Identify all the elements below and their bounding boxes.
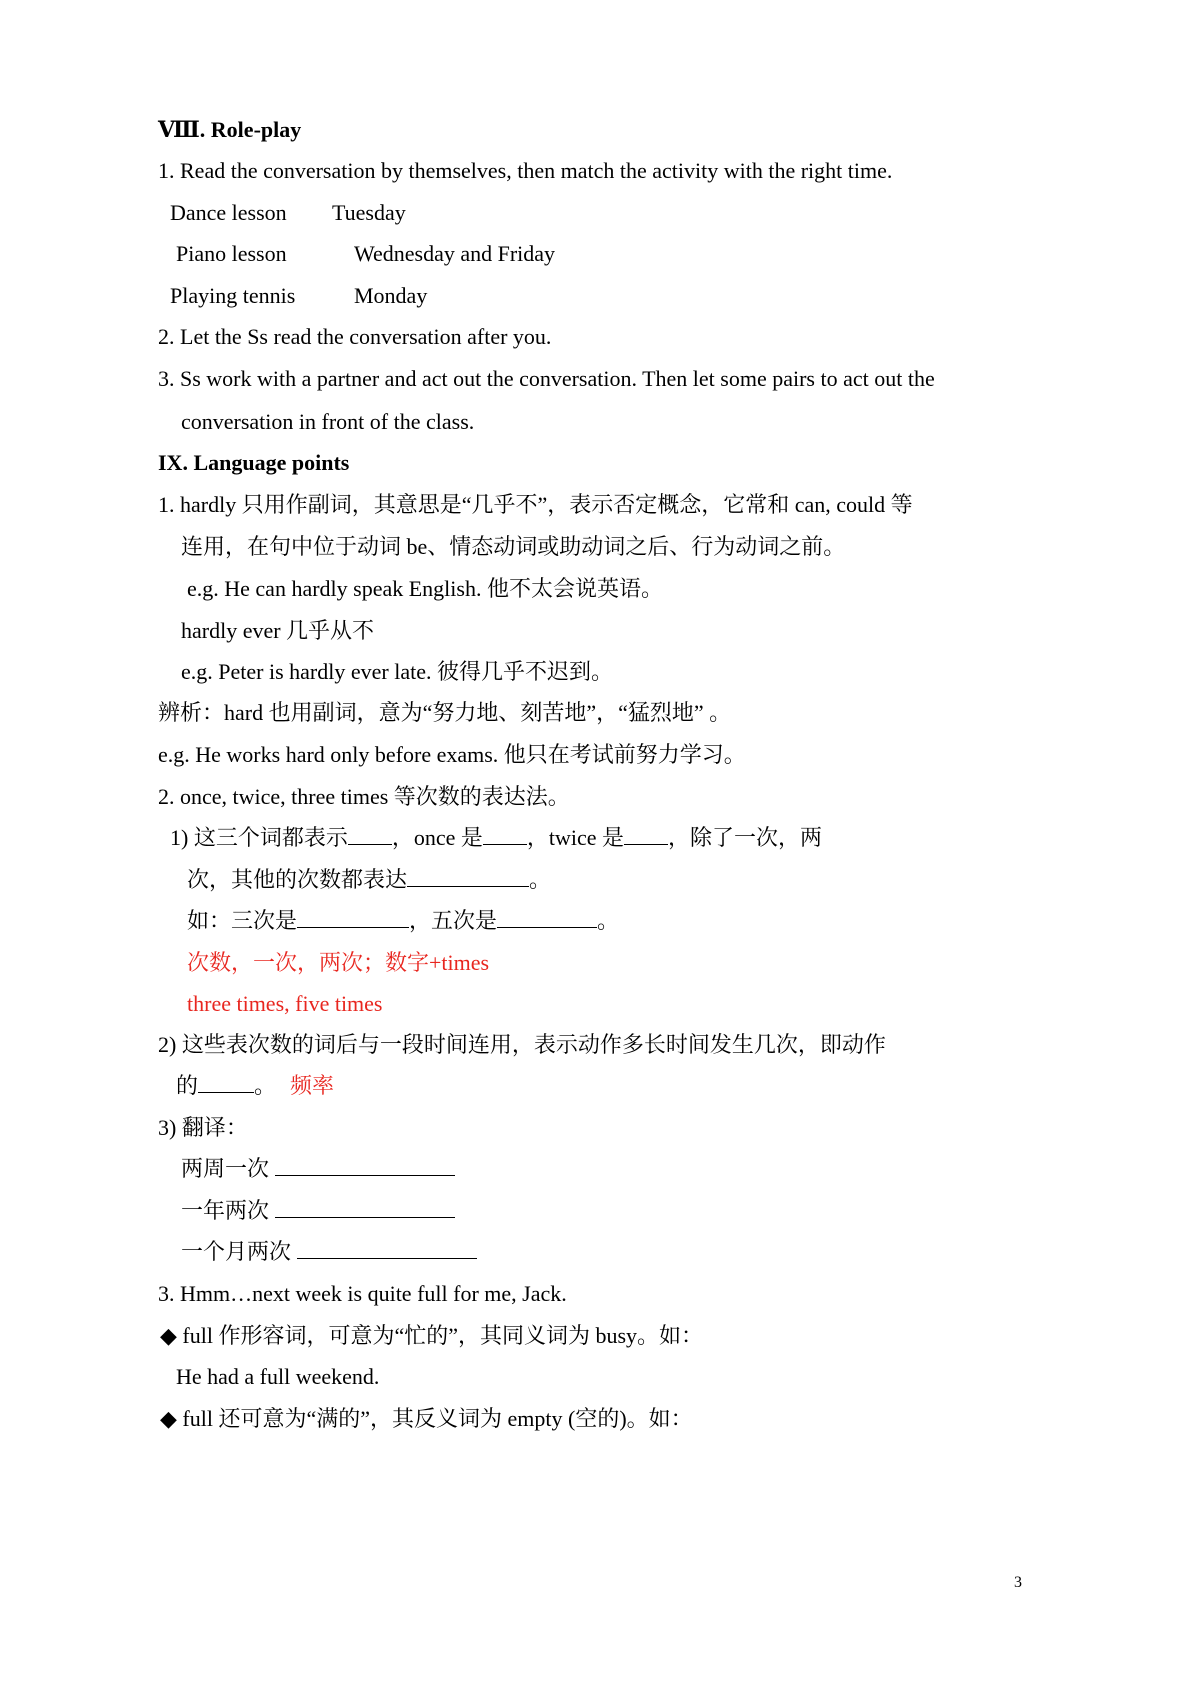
text-fragment: 两周一次 xyxy=(181,1156,270,1181)
point-1-phrase: hardly ever 几乎从不 xyxy=(181,618,375,643)
text-fragment: 。 xyxy=(529,867,552,892)
text-fragment: 的 xyxy=(176,1073,199,1098)
fill-blank[interactable] xyxy=(624,824,668,845)
point-3-title: 3. Hmm…next week is quite full for me, Jack. xyxy=(158,1281,567,1306)
point-2-sub-1-line-3 xyxy=(187,907,619,935)
fill-blank[interactable] xyxy=(275,1197,455,1218)
translation-item-1 xyxy=(181,1155,455,1183)
fill-blank[interactable] xyxy=(497,907,597,928)
point-2-sub-3-title: 3) 翻译： xyxy=(158,1115,248,1140)
point-1-example-3: e.g. He works hard only before exams. 他只在考试前努力学习。 xyxy=(158,742,746,767)
text-fragment: 如：三次是 xyxy=(187,908,298,933)
match-time-2: Wednesday and Friday xyxy=(354,241,556,266)
text-fragment: 一年两次 xyxy=(181,1198,270,1223)
point-1-example-1: e.g. He can hardly speak English. 他不太会说英语。 xyxy=(187,576,663,601)
match-activity-2: Piano lesson xyxy=(176,241,287,266)
text-fragment: ，twice 是 xyxy=(526,825,625,850)
role-play-item-1: 1. Read the conversation by themselves, then match the activity with the right time. xyxy=(158,158,893,183)
text-fragment: 1) 这三个词都表示 xyxy=(170,825,348,850)
translation-item-3 xyxy=(181,1238,477,1266)
text-fragment: ，once 是 xyxy=(391,825,483,850)
point-3-example: He had a full weekend. xyxy=(176,1364,380,1389)
page-number: 3 xyxy=(1014,1574,1022,1591)
section-heading-role-play: Ⅷ. Role-play xyxy=(158,117,302,142)
fill-blank[interactable] xyxy=(483,824,527,845)
text-fragment: 一个月两次 xyxy=(181,1239,292,1264)
section-heading-language-points: IX. Language points xyxy=(158,450,350,475)
match-time-3: Monday xyxy=(354,283,428,308)
role-play-item-3-line-1: 3. Ss work with a partner and act out the conversation. Then let some pairs to act out the xyxy=(158,366,935,391)
role-play-item-3-line-2: conversation in front of the class. xyxy=(181,409,475,434)
role-play-item-2: 2. Let the Ss read the conversation after you. xyxy=(158,324,552,349)
text-fragment: ，除了一次，两 xyxy=(668,825,823,850)
match-activity-1: Dance lesson xyxy=(170,200,287,225)
point-2-sub-2-line-1: 2) 这些表次数的词后与一段时间连用，表示动作多长时间发生几次，即动作 xyxy=(158,1032,886,1057)
fill-blank[interactable] xyxy=(407,866,529,887)
point-2-sub-2-line-2 xyxy=(176,1072,334,1100)
point-2-sub-1-line-1 xyxy=(170,824,822,852)
fill-blank[interactable] xyxy=(348,824,392,845)
text-fragment: 。 xyxy=(597,908,620,933)
fill-blank[interactable] xyxy=(297,907,409,928)
answer-1: 次数，一次，两次；数字+times xyxy=(187,950,490,975)
fill-blank[interactable] xyxy=(297,1238,477,1259)
answer-2: three times, five times xyxy=(187,991,383,1016)
text-fragment: 次，其他的次数都表达 xyxy=(187,867,408,892)
match-activity-3: Playing tennis xyxy=(170,283,296,308)
point-2-sub-1-line-2 xyxy=(187,866,551,894)
match-time-1: Tuesday xyxy=(332,200,406,225)
point-1-line-2: 连用，在句中位于动词 be、情态动词或助动词之后、行为动词之前。 xyxy=(181,534,846,559)
answer-frequency: 频率 xyxy=(290,1073,335,1098)
point-1-note: 辨析：hard 也用副词，意为“努力地、刻苦地”，“猛烈地” 。 xyxy=(158,700,732,725)
fill-blank[interactable] xyxy=(198,1072,254,1093)
point-1-line-1: 1. hardly 只用作副词，其意思是“几乎不”，表示否定概念，它常和 can, could 等 xyxy=(158,492,913,517)
fill-blank[interactable] xyxy=(275,1155,455,1176)
point-3-bullet-2: ◆ full 还可意为“满的”，其反义词为 empty (空的)。如： xyxy=(160,1406,693,1431)
text-fragment: ，五次是 xyxy=(409,908,498,933)
translation-item-2 xyxy=(181,1197,455,1225)
text-fragment: 。 xyxy=(254,1073,277,1098)
point-1-example-2: e.g. Peter is hardly ever late. 彼得几乎不迟到。 xyxy=(181,659,613,684)
point-2-title: 2. once, twice, three times 等次数的表达法。 xyxy=(158,784,570,809)
point-3-bullet-1: ◆ full 作形容词，可意为“忙的”，其同义词为 busy。如： xyxy=(160,1323,704,1348)
